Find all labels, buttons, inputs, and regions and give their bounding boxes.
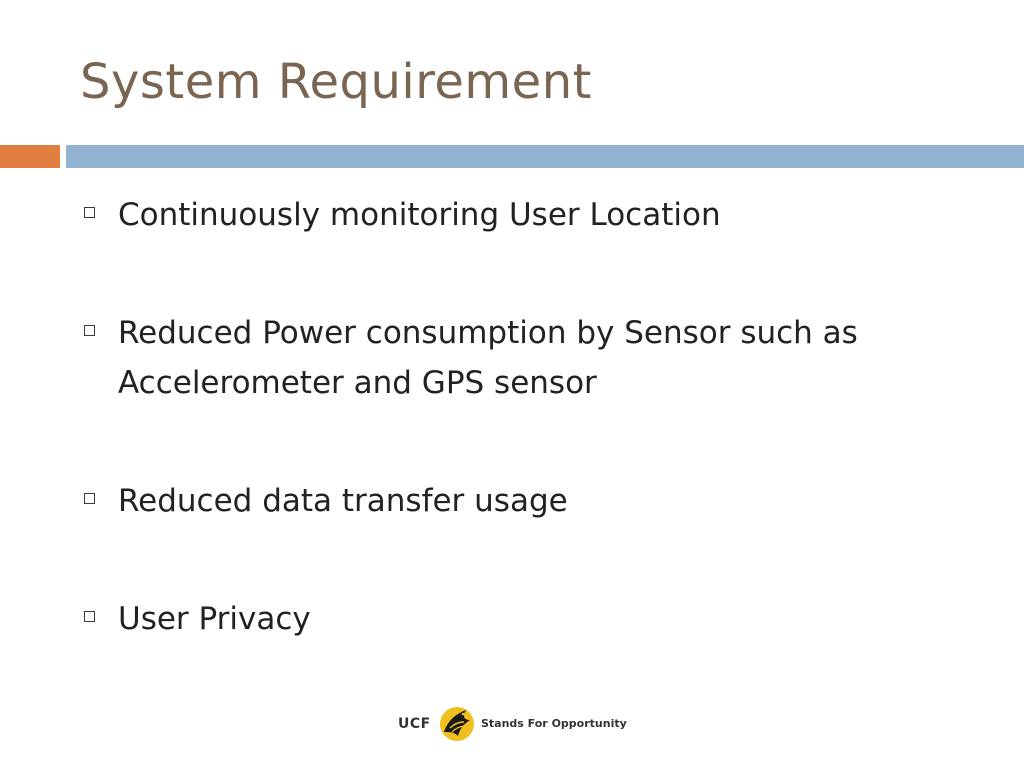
pegasus-logo-icon bbox=[436, 702, 476, 744]
bullet-item bbox=[80, 308, 980, 408]
square-bullet-icon bbox=[84, 611, 95, 622]
ucf-wordmark: UCF bbox=[398, 716, 431, 732]
accent-bar-orange bbox=[0, 145, 60, 168]
bullet-item bbox=[80, 190, 980, 240]
bullet-text: Reduced data transfer usage bbox=[118, 483, 568, 519]
bullet-item bbox=[80, 594, 980, 644]
square-bullet-icon bbox=[84, 493, 95, 504]
square-bullet-icon bbox=[84, 207, 95, 218]
ucf-tagline: Stands For Opportunity bbox=[481, 717, 627, 730]
bullet-text: Reduced Power consumption by Sensor such as Accelerometer and GPS sensor bbox=[118, 315, 858, 401]
square-bullet-icon bbox=[84, 325, 95, 336]
footer bbox=[0, 700, 1024, 748]
bullet-text: Continuously monitoring User Location bbox=[118, 197, 721, 233]
bullet-item bbox=[80, 476, 980, 526]
bullet-text: User Privacy bbox=[118, 601, 311, 637]
slide-title: System Requirement bbox=[80, 54, 592, 110]
accent-bar-blue bbox=[66, 145, 1024, 168]
